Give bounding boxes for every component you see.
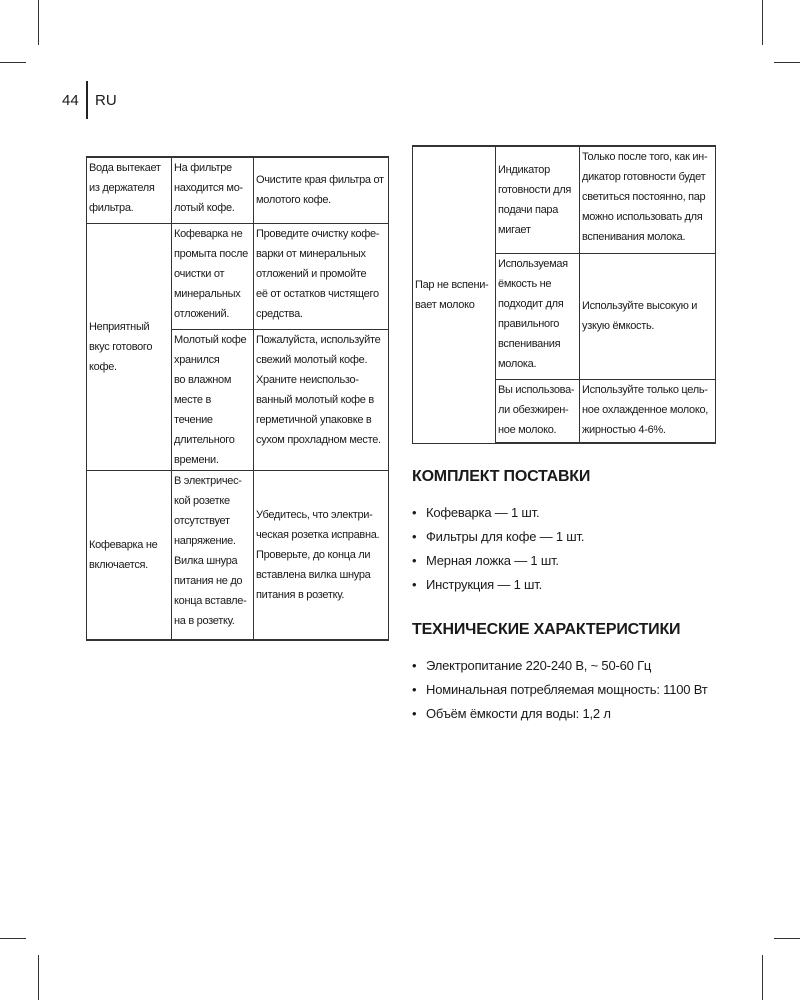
crop-mark bbox=[762, 955, 763, 1000]
troubleshooting-table-right bbox=[412, 145, 716, 444]
crop-mark bbox=[0, 938, 26, 939]
list-item: • Кофеварка — 1 шт. bbox=[412, 505, 540, 520]
specs-section bbox=[412, 621, 742, 726]
crop-mark bbox=[774, 62, 800, 63]
package-section bbox=[412, 468, 742, 597]
cause-cell: Индикатор готовности для подачи пара мигает bbox=[496, 146, 580, 253]
language-label: RU bbox=[95, 92, 117, 109]
list-item: • Фильтры для кофе — 1 шт. bbox=[412, 529, 585, 544]
solution-cell: Проведите очистку кофе- варки от минеральных отложений и промойте её от остатков чистящего средства. bbox=[254, 223, 389, 329]
cause-cell: Кофеварка не промыта после очистки от минеральных отложений. bbox=[172, 223, 254, 329]
crop-mark bbox=[0, 62, 26, 63]
table-row bbox=[87, 470, 389, 640]
list-item: • Электропитание 220-240 В, ~ 50-60 Гц bbox=[412, 658, 652, 673]
crop-mark bbox=[762, 0, 763, 45]
crop-mark bbox=[38, 955, 39, 1000]
solution-cell: Пожалуйста, используйте свежий молотый кофе. Храните неиспользо- ванный молотый кофе в герметичной упаковке в сухом прохладном месте. bbox=[254, 329, 389, 470]
solution-cell: Только после того, как ин- дикатор готовности будет светиться постоянно, пар можно использовать для вспенивания молока. bbox=[580, 146, 716, 253]
cause-cell: Вы использова- ли обезжирен- ное молоко. bbox=[496, 379, 580, 443]
problem-cell: Вода вытекает из держателя фильтра. bbox=[87, 157, 172, 223]
list-item: • Номинальная потребляемая мощность: 1100 Вт bbox=[412, 682, 708, 697]
table-row bbox=[87, 223, 389, 329]
specs-list bbox=[412, 654, 742, 726]
cause-cell: В электричес- кой розетке отсутствует напряжение. Вилка шнура питания не до конца вставле- на в розетку. bbox=[172, 470, 254, 640]
cause-cell: Используемая ёмкость не подходит для правильного вспенивания молока. bbox=[496, 253, 580, 379]
problem-cell: Пар не вспени- вает молоко bbox=[413, 146, 496, 443]
list-item: • Инструкция — 1 шт. bbox=[412, 577, 543, 592]
page-number: 44 bbox=[62, 92, 79, 109]
cause-cell: Молотый кофе хранился во влажном месте в течение длительного времени. bbox=[172, 329, 254, 470]
table-row bbox=[413, 146, 716, 253]
package-list bbox=[412, 501, 742, 597]
list-item: • Мерная ложка — 1 шт. bbox=[412, 553, 559, 568]
crop-mark bbox=[38, 0, 39, 45]
package-title: КОМПЛЕКТ ПОСТАВКИ bbox=[412, 468, 591, 485]
specs-title: ТЕХНИЧЕСКИЕ ХАРАКТЕРИСТИКИ bbox=[412, 621, 681, 638]
solution-cell: Убедитесь, что электри- ческая розетка исправна. Проверьте, до конца ли вставлена вилка шнура питания в розетку. bbox=[254, 470, 389, 640]
solution-cell: Используйте только цель- ное охлажденное молоко, жирностью 4-6%. bbox=[580, 379, 716, 443]
cause-cell: На фильтре находится мо- лотый кофе. bbox=[172, 157, 254, 223]
problem-cell: Неприятный вкус готового кофе. bbox=[87, 223, 172, 470]
crop-mark bbox=[774, 938, 800, 939]
troubleshooting-table-left bbox=[86, 156, 389, 641]
problem-cell: Кофеварка не включается. bbox=[87, 470, 172, 640]
solution-cell: Используйте высокую и узкую ёмкость. bbox=[580, 253, 716, 379]
header-divider bbox=[86, 81, 88, 119]
solution-cell: Очистите края фильтра от молотого кофе. bbox=[254, 157, 389, 223]
list-item: • Объём ёмкости для воды: 1,2 л bbox=[412, 706, 611, 721]
table-row bbox=[87, 157, 389, 223]
